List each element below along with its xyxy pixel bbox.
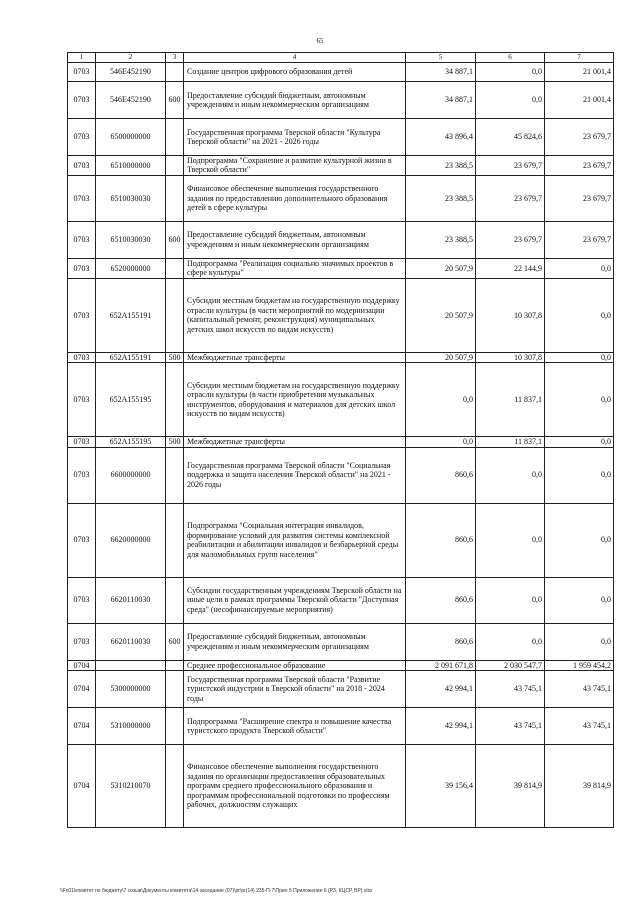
amount-col7-cell: 0,0 [545,623,614,660]
file-path-footer: \\Fs01\комитет по бюджету\7 созыв\Документы комитета\14 заседание (07)\pr\pr(14) 235-П-7\Прил 5 Приложение 6 (РЗ, КЦСР, ВР).xlsx [60,888,373,894]
section-code-cell: 0703 [68,577,96,623]
description-cell: Предоставление субсидий бюджетным, автономным учреждениям и иным некоммерческим организациям [184,623,406,660]
amount-col7-cell: 23 679,7 [545,221,614,258]
description-cell: Финансовое обеспечение выполнения государственного задания по организации предоставления образовательных программ среднего профессионального образования и программам профессиональной подготовки по профессиям рабочих, должностям служащих [184,745,406,828]
target-article-cell: 652A155191 [96,278,166,352]
table-row [68,258,614,278]
target-article-cell: 652A155195 [96,437,166,447]
expense-type-cell [166,671,184,708]
description-cell: Государственная программа Тверской области "Социальная поддержка и защита населения Тверской области" на 2021 - 2026 годы [184,447,406,503]
description-cell: Создание центров цифрового образования детей [184,63,406,82]
amount-col5-cell: 20 507,9 [406,352,476,362]
target-article-cell [96,660,166,670]
table-row [68,221,614,258]
table-row [68,63,614,82]
description-cell: Подпрограмма "Социальная интеграция инвалидов, формирование условий для развития системы комплексной реабилитации и абилитации инвалидов и безбарьерной среды для маломобильных групп населения" [184,503,406,577]
target-article-cell: 652A155195 [96,363,166,437]
column-header-7: 7 [545,53,614,63]
table-row [68,447,614,503]
expense-type-cell [166,708,184,745]
table-body [68,53,614,828]
amount-col5-cell: 42 994,1 [406,708,476,745]
table-row [68,119,614,156]
table-row [68,156,614,176]
amount-col6-cell: 23 679,7 [476,221,545,258]
amount-col6-cell: 0,0 [476,82,545,119]
amount-col6-cell: 11 837,1 [476,363,545,437]
section-code-cell: 0703 [68,119,96,156]
expense-type-cell [166,503,184,577]
expense-type-cell [166,119,184,156]
expense-type-cell [166,447,184,503]
column-header-6: 6 [476,53,545,63]
amount-col7-cell: 0,0 [545,352,614,362]
amount-col7-cell: 23 679,7 [545,175,614,221]
target-article-cell: 6620110030 [96,577,166,623]
amount-col7-cell: 0,0 [545,577,614,623]
amount-col5-cell: 20 507,9 [406,258,476,278]
target-article-cell: 6500000000 [96,119,166,156]
section-code-cell: 0703 [68,437,96,447]
description-cell: Субсидии государственным учреждениям Тверской области на иные цели в рамках программы Тверской области "Доступная среда" (несофинансируемые мероприятия) [184,577,406,623]
description-cell: Подпрограмма "Реализация социально значимых проектов в сфере культуры" [184,258,406,278]
table-row [68,577,614,623]
target-article-cell: 6520000000 [96,258,166,278]
target-article-cell: 6600000000 [96,447,166,503]
amount-col7-cell: 43 745,1 [545,671,614,708]
amount-col6-cell: 22 144,9 [476,258,545,278]
amount-col5-cell: 23 388,5 [406,156,476,176]
section-code-cell: 0703 [68,82,96,119]
column-header-2: 2 [96,53,166,63]
amount-col6-cell: 43 745,1 [476,708,545,745]
amount-col7-cell: 0,0 [545,437,614,447]
page-number: 65 [316,37,324,45]
amount-col6-cell: 10 307,8 [476,278,545,352]
target-article-cell: 5300000000 [96,671,166,708]
amount-col5-cell: 43 896,4 [406,119,476,156]
target-article-cell: 546E452190 [96,63,166,82]
amount-col7-cell: 23 679,7 [545,119,614,156]
target-article-cell: 546E452190 [96,82,166,119]
column-header-5: 5 [406,53,476,63]
target-article-cell: 652A155191 [96,352,166,362]
table-row [68,623,614,660]
table-row [68,660,614,670]
amount-col6-cell: 0,0 [476,447,545,503]
amount-col5-cell: 23 388,5 [406,175,476,221]
target-article-cell: 6510030030 [96,221,166,258]
description-cell: Подпрограмма "Расширение спектра и повышение качества туристского продукта Тверской области" [184,708,406,745]
description-cell: Финансовое обеспечение выполнения государственного задания по предоставлению дополнительного образования детей в сфере культуры [184,175,406,221]
description-cell: Государственная программа Тверской области "Культура Тверской области" на 2021 - 2026 годы [184,119,406,156]
table-row [68,175,614,221]
section-code-cell: 0703 [68,623,96,660]
expense-type-cell [166,63,184,82]
amount-col5-cell: 2 091 671,8 [406,660,476,670]
amount-col5-cell: 34 887,1 [406,82,476,119]
section-code-cell: 0703 [68,258,96,278]
header-row [68,53,614,63]
amount-col7-cell: 21 001,4 [545,63,614,82]
column-header-4: 4 [184,53,406,63]
section-code-cell: 0703 [68,221,96,258]
amount-col7-cell: 43 745,1 [545,708,614,745]
section-code-cell: 0703 [68,352,96,362]
expense-type-cell [166,577,184,623]
table-row [68,363,614,437]
table-row [68,503,614,577]
target-article-cell: 5310000000 [96,708,166,745]
target-article-cell: 6620000000 [96,503,166,577]
amount-col7-cell: 1 959 454,2 [545,660,614,670]
table-row [68,278,614,352]
section-code-cell: 0704 [68,708,96,745]
description-cell: Предоставление субсидий бюджетным, автономным учреждениям и иным некоммерческим организациям [184,221,406,258]
section-code-cell: 0704 [68,745,96,828]
section-code-cell: 0704 [68,660,96,670]
expense-type-cell: 500 [166,437,184,447]
expense-type-cell: 600 [166,82,184,119]
amount-col6-cell: 45 824,6 [476,119,545,156]
expense-type-cell [166,175,184,221]
expense-type-cell [166,745,184,828]
section-code-cell: 0703 [68,63,96,82]
amount-col5-cell: 23 388,5 [406,221,476,258]
table-row [68,671,614,708]
section-code-cell: 0703 [68,278,96,352]
amount-col5-cell: 34 887,1 [406,63,476,82]
amount-col5-cell: 860,6 [406,577,476,623]
expense-type-cell [166,363,184,437]
description-cell: Межбюджетные трансферты [184,437,406,447]
amount-col6-cell: 23 679,7 [476,175,545,221]
table-row [68,82,614,119]
table-row [68,352,614,362]
description-cell: Среднее профессиональное образование [184,660,406,670]
amount-col6-cell: 0,0 [476,577,545,623]
amount-col6-cell: 39 814,9 [476,745,545,828]
target-article-cell: 6510000000 [96,156,166,176]
amount-col6-cell: 0,0 [476,503,545,577]
target-article-cell: 5310210070 [96,745,166,828]
amount-col5-cell: 0,0 [406,437,476,447]
expense-type-cell: 500 [166,352,184,362]
expense-type-cell [166,156,184,176]
description-cell: Предоставление субсидий бюджетным, автономным учреждениям и иным некоммерческим организациям [184,82,406,119]
section-code-cell: 0703 [68,447,96,503]
amount-col5-cell: 860,6 [406,623,476,660]
column-header-3: 3 [166,53,184,63]
budget-table [67,52,614,828]
amount-col6-cell: 2 030 547,7 [476,660,545,670]
amount-col7-cell: 0,0 [545,363,614,437]
amount-col7-cell: 0,0 [545,278,614,352]
target-article-cell: 6620110030 [96,623,166,660]
amount-col7-cell: 0,0 [545,258,614,278]
amount-col5-cell: 39 156,4 [406,745,476,828]
amount-col5-cell: 860,6 [406,447,476,503]
expense-type-cell [166,278,184,352]
section-code-cell: 0703 [68,503,96,577]
amount-col6-cell: 23 679,7 [476,156,545,176]
column-header-1: 1 [68,53,96,63]
section-code-cell: 0704 [68,671,96,708]
amount-col6-cell: 10 307,8 [476,352,545,362]
amount-col7-cell: 23 679,7 [545,156,614,176]
amount-col6-cell: 43 745,1 [476,671,545,708]
amount-col5-cell: 20 507,9 [406,278,476,352]
amount-col6-cell: 0,0 [476,623,545,660]
amount-col6-cell: 11 837,1 [476,437,545,447]
expense-type-cell: 600 [166,623,184,660]
target-article-cell: 6510030030 [96,175,166,221]
amount-col5-cell: 42 994,1 [406,671,476,708]
section-code-cell: 0703 [68,363,96,437]
amount-col7-cell: 0,0 [545,503,614,577]
amount-col7-cell: 21 001,4 [545,82,614,119]
expense-type-cell [166,660,184,670]
expense-type-cell [166,258,184,278]
amount-col5-cell: 0,0 [406,363,476,437]
amount-col5-cell: 860,6 [406,503,476,577]
table-row [68,745,614,828]
table-row [68,708,614,745]
expense-type-cell: 600 [166,221,184,258]
amount-col6-cell: 0,0 [476,63,545,82]
description-cell: Субсидии местным бюджетам на государственную поддержку отрасли культуры (в части приобретения музыкальных инструментов, оборудования и материалов для детских школ искусств по видам искусств) [184,363,406,437]
section-code-cell: 0703 [68,175,96,221]
description-cell: Государственная программа Тверской области "Развитие туристской индустрии в Тверской области" на 2018 - 2024 годы [184,671,406,708]
description-cell: Подпрограмма "Сохранение и развитие культурной жизни в Тверской области" [184,156,406,176]
amount-col7-cell: 0,0 [545,447,614,503]
amount-col7-cell: 39 814,9 [545,745,614,828]
description-cell: Субсидии местным бюджетам на государственную поддержку отрасли культуры (в части мероприятий по модернизации (капитальный ремонт, реконструкция) муниципальных детских школ искусств по видам искусств) [184,278,406,352]
description-cell: Межбюджетные трансферты [184,352,406,362]
section-code-cell: 0703 [68,156,96,176]
table-row [68,437,614,447]
